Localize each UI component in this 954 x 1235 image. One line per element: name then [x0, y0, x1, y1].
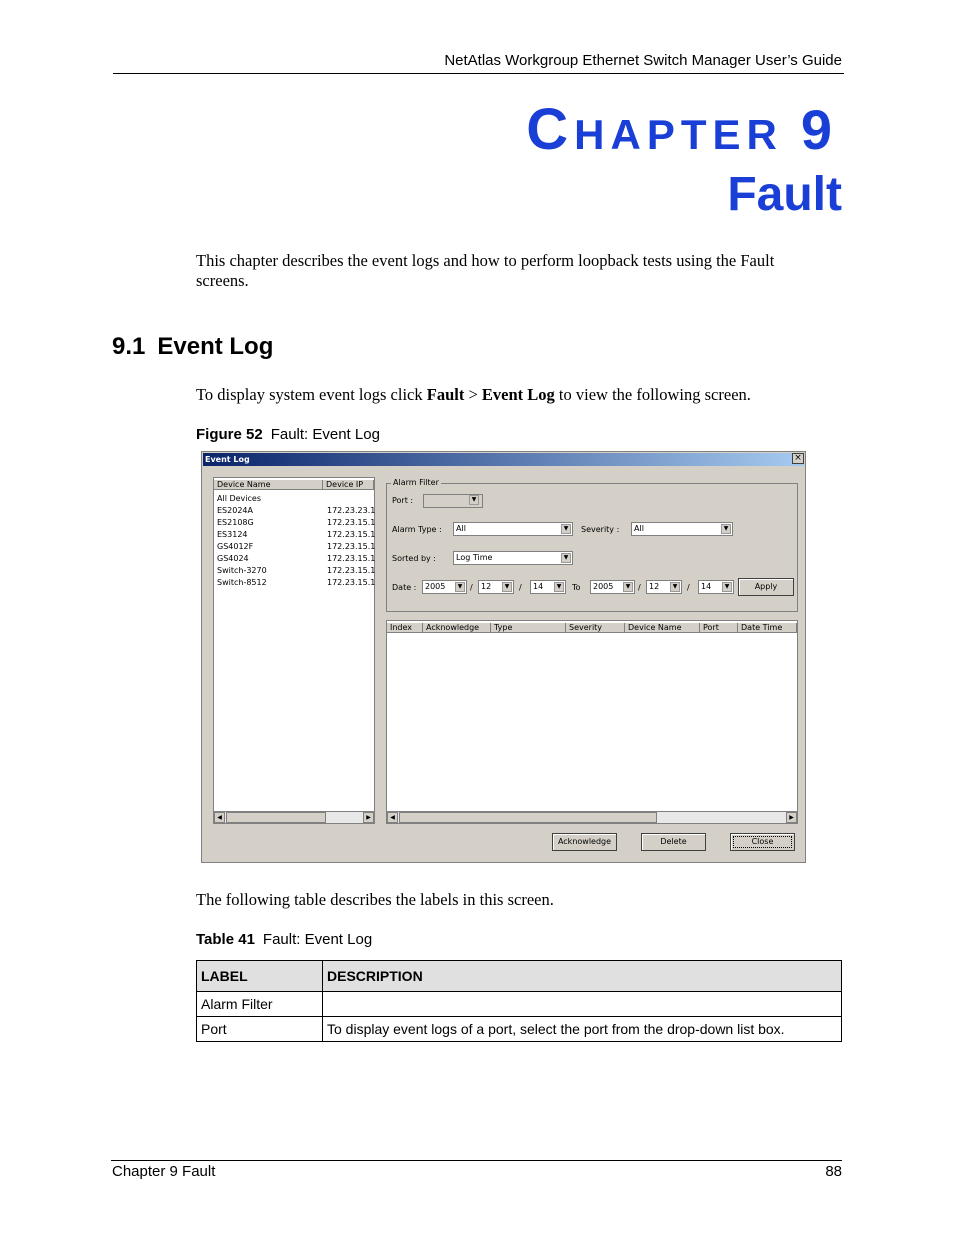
device-list-hscrollbar[interactable]	[214, 811, 374, 823]
device-name: GS4024	[217, 554, 249, 563]
chevron-down-icon[interactable]: ▼	[721, 524, 731, 534]
to-year-select[interactable]	[590, 580, 635, 594]
to-month-select[interactable]	[646, 580, 682, 594]
apply-button[interactable]: Apply	[738, 578, 794, 596]
chapter-label	[526, 98, 838, 167]
chapter-first-letter: C	[526, 97, 575, 162]
scroll-right-icon[interactable]: ▶	[363, 812, 374, 823]
list-item[interactable]	[217, 553, 376, 565]
device-ip: 172.23.15.1	[327, 554, 376, 563]
alarm-type-value: All	[456, 524, 466, 533]
list-item[interactable]	[217, 529, 376, 541]
device-ip: 172.23.15.1	[327, 530, 376, 539]
list-item[interactable]	[217, 541, 376, 553]
acknowledge-button[interactable]: Acknowledge	[552, 833, 617, 851]
from-month-value: 12	[481, 582, 492, 591]
chevron-down-icon[interactable]: ▼	[722, 582, 732, 592]
list-item[interactable]	[217, 565, 376, 577]
device-list[interactable]	[213, 477, 375, 824]
sorted-by-value: Log Time	[456, 553, 493, 562]
chevron-down-icon[interactable]: ▼	[455, 582, 465, 592]
from-year-value: 2005	[425, 582, 446, 591]
figure-label: Figure 52	[196, 426, 263, 443]
section-title: Event Log	[157, 333, 274, 360]
device-name: ES3124	[217, 530, 248, 539]
log-table-header	[387, 623, 797, 633]
table-cell-description: To display event logs of a port, select the port from the drop-down list box.	[323, 1017, 842, 1042]
table-caption	[196, 931, 372, 948]
date-slash: /	[687, 583, 690, 592]
to-day-select[interactable]	[698, 580, 734, 594]
para2-text: To display system event logs click	[196, 385, 427, 404]
port-label: Port :	[392, 496, 414, 505]
para2-sep: >	[464, 385, 482, 404]
figure-caption	[196, 426, 380, 443]
table-cell-label: Port	[197, 1017, 323, 1042]
table-row	[197, 1017, 842, 1042]
device-name: ES2108G	[217, 518, 254, 527]
list-item[interactable]	[217, 493, 373, 505]
severity-label: Severity :	[581, 525, 620, 534]
device-name: Switch-3270	[217, 566, 267, 575]
port-dropdown-icon[interactable]: ▼	[469, 495, 479, 505]
device-ip: 172.23.15.1	[327, 518, 376, 527]
severity-value: All	[634, 524, 644, 533]
date-slash: /	[470, 583, 473, 592]
scroll-right-icon[interactable]: ▶	[786, 812, 797, 823]
log-column-header[interactable]: Device Name	[625, 623, 700, 633]
chevron-down-icon[interactable]: ▼	[670, 582, 680, 592]
close-button[interactable]: Close	[730, 833, 795, 851]
section-heading	[112, 333, 273, 361]
chevron-down-icon[interactable]: ▼	[554, 582, 564, 592]
para2-fault: Fault	[426, 385, 465, 404]
device-name: GS4012F	[217, 542, 254, 551]
figure-title: Fault: Event Log	[270, 426, 380, 443]
table-title: Fault: Event Log	[262, 931, 373, 948]
footer-rule	[111, 1160, 842, 1161]
chevron-down-icon[interactable]: ▼	[502, 582, 512, 592]
list-item[interactable]	[217, 505, 376, 517]
chevron-down-icon[interactable]: ▼	[561, 524, 571, 534]
log-column-header[interactable]: Type	[491, 623, 566, 633]
page-number: 88	[825, 1163, 842, 1180]
from-day-select[interactable]	[530, 580, 566, 594]
device-rows	[217, 493, 376, 589]
log-table[interactable]	[386, 620, 798, 824]
sorted-by-label: Sorted by :	[392, 554, 436, 563]
table-intro-paragraph: The following table describes the labels in this screen.	[196, 890, 554, 909]
scroll-thumb[interactable]	[399, 812, 657, 823]
from-month-select[interactable]	[478, 580, 514, 594]
section-number: 9.1	[112, 333, 146, 360]
from-year-select[interactable]	[422, 580, 467, 594]
device-ip: 172.23.15.1	[327, 542, 376, 551]
instruction-paragraph	[196, 385, 751, 405]
from-day-value: 14	[533, 582, 544, 591]
sorted-by-select[interactable]	[453, 551, 573, 565]
severity-select[interactable]	[631, 522, 733, 536]
chevron-down-icon[interactable]: ▼	[623, 582, 633, 592]
intro-paragraph: This chapter describes the event logs and how to perform loopback tests using the Fault screens.	[196, 251, 775, 290]
log-table-hscrollbar[interactable]	[387, 811, 797, 823]
para2-after: to view the following screen.	[554, 385, 751, 404]
table-row	[197, 992, 842, 1017]
device-name: All Devices	[217, 494, 261, 503]
device-ip: 172.23.23.1	[327, 506, 376, 515]
device-name: ES2024A	[217, 506, 253, 515]
log-column-header[interactable]: Acknowledge	[423, 623, 491, 633]
alarm-type-label: Alarm Type :	[392, 525, 442, 534]
date-label: Date :	[392, 583, 417, 592]
table-cell-label: Alarm Filter	[197, 992, 323, 1017]
log-column-header[interactable]: Port	[700, 623, 738, 633]
device-ip: 172.23.15.1	[327, 566, 376, 575]
table-label: Table 41	[196, 931, 255, 948]
scroll-left-icon[interactable]: ◀	[214, 812, 225, 823]
alarm-filter-group	[386, 478, 798, 612]
footer-chapter: Chapter 9 Fault	[112, 1163, 216, 1180]
device-ip-column-header[interactable]: Device IP	[323, 480, 374, 490]
to-day-value: 14	[701, 582, 712, 591]
window-close-button[interactable]: ×	[792, 453, 804, 464]
table-header-row	[197, 961, 842, 992]
log-column-header[interactable]: Severity	[566, 623, 625, 633]
label-description-table	[196, 960, 842, 1042]
scroll-left-icon[interactable]: ◀	[387, 812, 398, 823]
device-ip: 172.23.15.1	[327, 578, 376, 587]
event-log-window	[201, 451, 806, 863]
device-name-column-header[interactable]: Device Name	[214, 480, 323, 490]
alarm-type-select[interactable]	[453, 522, 573, 536]
to-label: To	[572, 583, 581, 592]
date-slash: /	[519, 583, 522, 592]
description-header: DESCRIPTION	[323, 961, 842, 992]
table-cell-description	[323, 992, 842, 1017]
para2-event-log: Event Log	[481, 385, 555, 404]
date-slash: /	[638, 583, 641, 592]
header-rule	[113, 73, 844, 74]
delete-button[interactable]: Delete	[641, 833, 706, 851]
window-titlebar: Event Log	[203, 453, 804, 466]
chapter-number: 9	[800, 98, 838, 161]
log-column-header[interactable]: Date Time	[738, 623, 797, 633]
to-year-value: 2005	[593, 582, 614, 591]
alarm-filter-legend: Alarm Filter	[393, 478, 439, 487]
to-month-value: 12	[649, 582, 660, 591]
running-header: NetAtlas Workgroup Ethernet Switch Manager User’s Guide	[444, 52, 842, 69]
label-header: LABEL	[197, 961, 323, 992]
log-column-header[interactable]: Index	[387, 623, 423, 633]
scroll-thumb[interactable]	[226, 812, 326, 823]
chevron-down-icon[interactable]: ▼	[561, 553, 571, 563]
list-item[interactable]	[217, 577, 376, 589]
chapter-title: Fault	[727, 168, 842, 221]
list-item[interactable]	[217, 517, 376, 529]
chapter-word: HAPTER	[574, 111, 783, 158]
device-name: Switch-8512	[217, 578, 267, 587]
